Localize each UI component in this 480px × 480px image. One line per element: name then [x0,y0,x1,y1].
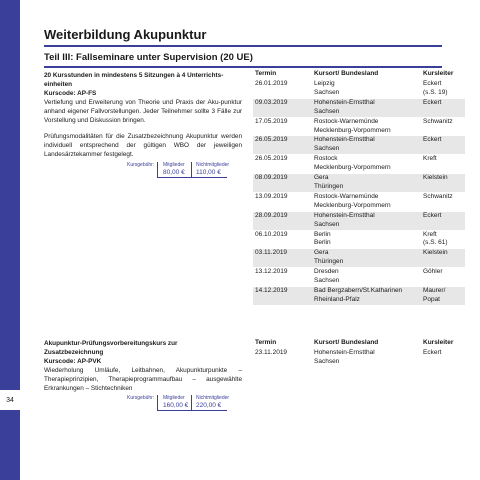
cell-kursort: Rostock-Warnemünde Mecklenburg-Vorpommern [312,192,421,211]
title-rule [44,45,442,47]
course2-description [44,340,242,393]
fee-label: Kursgebühr: [127,162,155,168]
course2-heading-line2: Zusatzbezeichnung [44,348,104,356]
table-row [253,230,465,249]
col-header-kursort: Kursort/ Bundesland [314,339,379,347]
cell-kursleiter: Kielstein [421,249,465,268]
cell-kursleiter: Kreft [421,155,465,174]
cell-termin: 03.11.2019 [253,249,312,268]
course1-schedule-table [253,68,465,305]
cell-kursleiter: Kreft (s.S. 61) [421,230,465,249]
cell-kursleiter: Maurer/ Popat [421,286,465,304]
col-header-termin: Termin [255,70,277,78]
cell-termin: 13.09.2019 [253,192,312,211]
cell-termin: 26.05.2019 [253,136,312,155]
col-header-termin: Termin [255,339,277,347]
cell-kursleiter: Eckert [421,349,465,367]
section-subtitle: Teil III: Fallseminare unter Supervision (20 UE) [44,52,253,63]
fee-member-label: Mitglieder [163,162,185,168]
cell-kursort: Dresden Sachsen [312,268,421,287]
fee-label: Kursgebühr: [127,395,155,401]
course1-heading-line1: 20 Kursstunden in mindestens 5 Sitzungen à 4 Unterrichts- [44,72,224,79]
course2-heading-line1: Akupunktur-Prüfungsvorbereitungskurs zur [44,340,178,347]
table-row [253,249,465,268]
fee-nonmember-value: 220,00 € [196,402,222,409]
cell-termin: 06.10.2019 [253,230,312,249]
table-row [253,98,465,117]
cell-termin: 23.11.2019 [253,349,312,367]
table-row [253,136,465,155]
course1-desc: Vertiefung und Erweiterung von Theorie und Praxis der Aku-punktur anhand eigener Fallvorstellungen. Jeder Teilnehmer sollte 3 Fälle zur Vorstellung und Diskussion bringen. [44,98,242,124]
course2-code: Kurscode: AP-PVK [44,357,102,365]
course1-note: Prüfungsmodalitäten für die Zusatzbezeichnung Akupunktur werden individuell entsprechend der gültigen WBO der jeweiligen Landesärztekammer festgelegt. [44,133,242,159]
fee-member-value: 160,00 € [163,402,189,409]
cell-termin: 26.01.2019 [253,80,312,99]
cell-kursort: Rostock-Warnemünde Mecklenburg-Vorpommern [312,117,421,136]
cell-termin: 08.09.2019 [253,174,312,193]
cell-termin: 09.03.2019 [253,98,312,117]
cell-kursort: Gera Thüringen [312,249,421,268]
cell-termin: 17.05.2019 [253,117,312,136]
course1-heading-line2: einheiten [44,80,73,88]
cell-kursort: Hohenstein-Ernstthal Sachsen [312,136,421,155]
course2-fee-box [127,395,243,411]
cell-kursleiter: Kielstein [421,174,465,193]
table-row [253,286,465,304]
cell-kursort: Rostock Mecklenburg-Vorpommern [312,155,421,174]
course2-schedule-table [253,337,465,367]
cell-kursleiter: Eckert [421,136,465,155]
table-row [253,192,465,211]
col-header-kursleiter: Kursleiter [423,70,454,78]
cell-termin: 13.12.2019 [253,268,312,287]
cell-kursort: Bad Bergzabern/St.Katharinen Rheinland-Pfalz [312,286,421,304]
page-number: 34 [0,390,20,410]
table-row [253,80,465,99]
fee-nonmember-value: 110,00 € [196,169,221,176]
page-title: Weiterbildung Akupunktur [44,27,207,42]
cell-termin: 26.05.2019 [253,155,312,174]
cell-kursort: Hohenstein-Ernstthal Sachsen [312,349,421,367]
table-row [253,174,465,193]
course1-fee-box [127,162,243,178]
table-row [253,211,465,230]
cell-kursleiter: Eckert [421,98,465,117]
cell-kursleiter: Eckert [421,211,465,230]
cell-kursleiter: Eckert (s.S. 19) [421,80,465,99]
fee-member-value: 80,00 € [163,169,185,176]
cell-kursort: Hohenstein-Ernstthal Sachsen [312,98,421,117]
col-header-kursleiter: Kursleiter [423,339,454,347]
cell-kursleiter: Göhler [421,268,465,287]
table-row [253,349,465,367]
table-row [253,117,465,136]
fee-nonmember-label: Nichtmitglieder [196,162,230,168]
table-row [253,268,465,287]
cell-kursort: Berlin Berlin [312,230,421,249]
course2-desc: Wiederholung Umläufe, Leitbahnen, Akupunkturpunkte – Therapieprinzipien, Therapieprogrammaufbau – ausgewählte Erkrankungen – Stichtechniken [44,366,242,392]
cell-kursort: Leipzig Sachsen [312,80,421,99]
course1-description [44,72,242,160]
course1-code: Kurscode: AP-FS [44,89,97,97]
cell-kursort: Hohenstein-Ernstthal Sachsen [312,211,421,230]
cell-termin: 28.09.2019 [253,211,312,230]
fee-member-label: Mitglieder [163,395,185,401]
fee-nonmember-label: Nichtmitglieder [196,395,230,401]
cell-termin: 14.12.2019 [253,286,312,304]
cell-kursort: Gera Thüringen [312,174,421,193]
table-row [253,155,465,174]
cell-kursleiter: Schwanitz [421,117,465,136]
col-header-kursort: Kursort/ Bundesland [314,70,379,78]
cell-kursleiter: Schwanitz [421,192,465,211]
